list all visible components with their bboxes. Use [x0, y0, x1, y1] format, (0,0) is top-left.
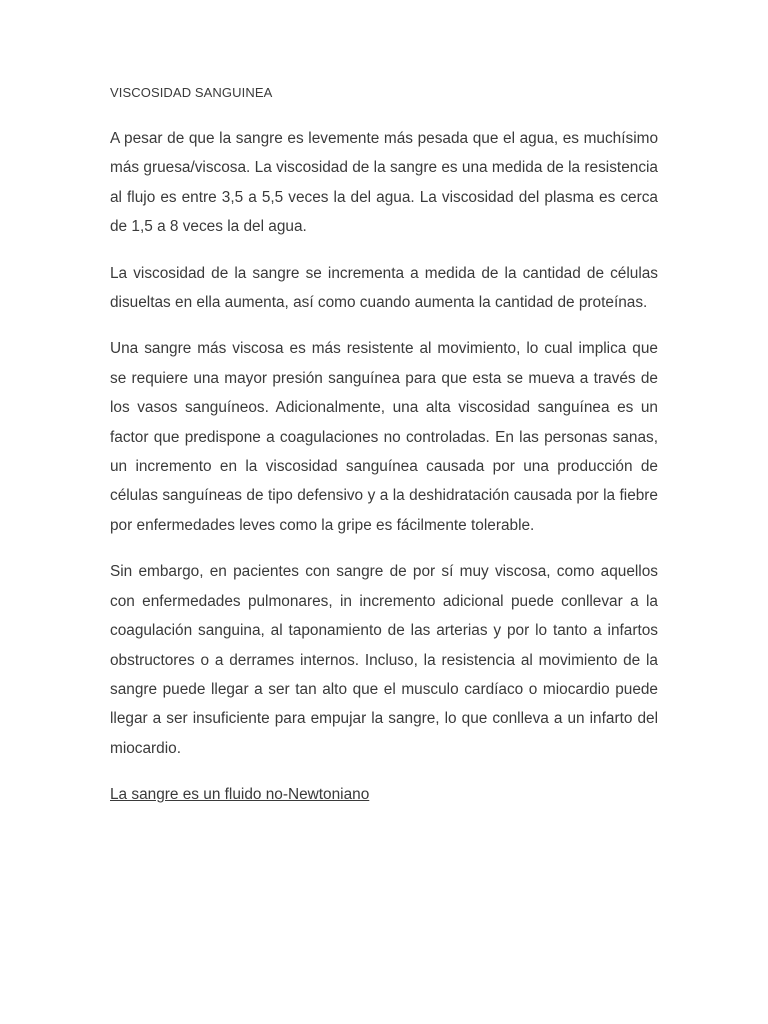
document-page	[110, 84, 658, 810]
paragraph-4: Sin embargo, en pacientes con sangre de por sí muy viscosa, como aquellos con enfermedades pulmonares, in incremento adicional puede conllevar a la coagulación sanguina, al taponamiento de las arterias y por lo tanto a infartos obstructores o a derrames internos. Incluso, la resistencia al movimiento de la sangre puede llegar a ser tan alto que el musculo cardíaco o miocardio puede llegar a ser insuficiente para empujar la sangre, lo que conlleva a un infarto del miocardio.	[110, 563, 658, 757]
section-subheading: La sangre es un fluido no-Newtoniano	[110, 786, 370, 804]
paragraph-1: A pesar de que la sangre es levemente más pesada que el agua, es muchísimo más gruesa/viscosa. La viscosidad de la sangre es una medida de la resistencia al flujo es entre 3,5 a 5,5 veces la del agua. La viscosidad del plasma es cerca de 1,5 a 8 veces la del agua.	[110, 130, 658, 236]
paragraph-2: La viscosidad de la sangre se incrementa a medida de la cantidad de células disueltas en ella aumenta, así como cuando aumenta la cantidad de proteínas.	[110, 264, 658, 312]
document-title: VISCOSIDAD SANGUINEA	[110, 85, 273, 100]
paragraph-3: Una sangre más viscosa es más resistente al movimiento, lo cual implica que se requiere una mayor presión sanguínea para que esta se mueva a través de los vasos sanguíneos. Adicionalmente, una alta viscosidad sanguínea es un factor que predispone a coagulaciones no controladas. En las personas sanas, un incremento en la viscosidad sanguínea causada por una producción de células sanguíneas de tipo defensivo y a la deshidratación causada por la fiebre por enfermedades leves como la gripe es fácilmente tolerable.	[110, 340, 658, 534]
